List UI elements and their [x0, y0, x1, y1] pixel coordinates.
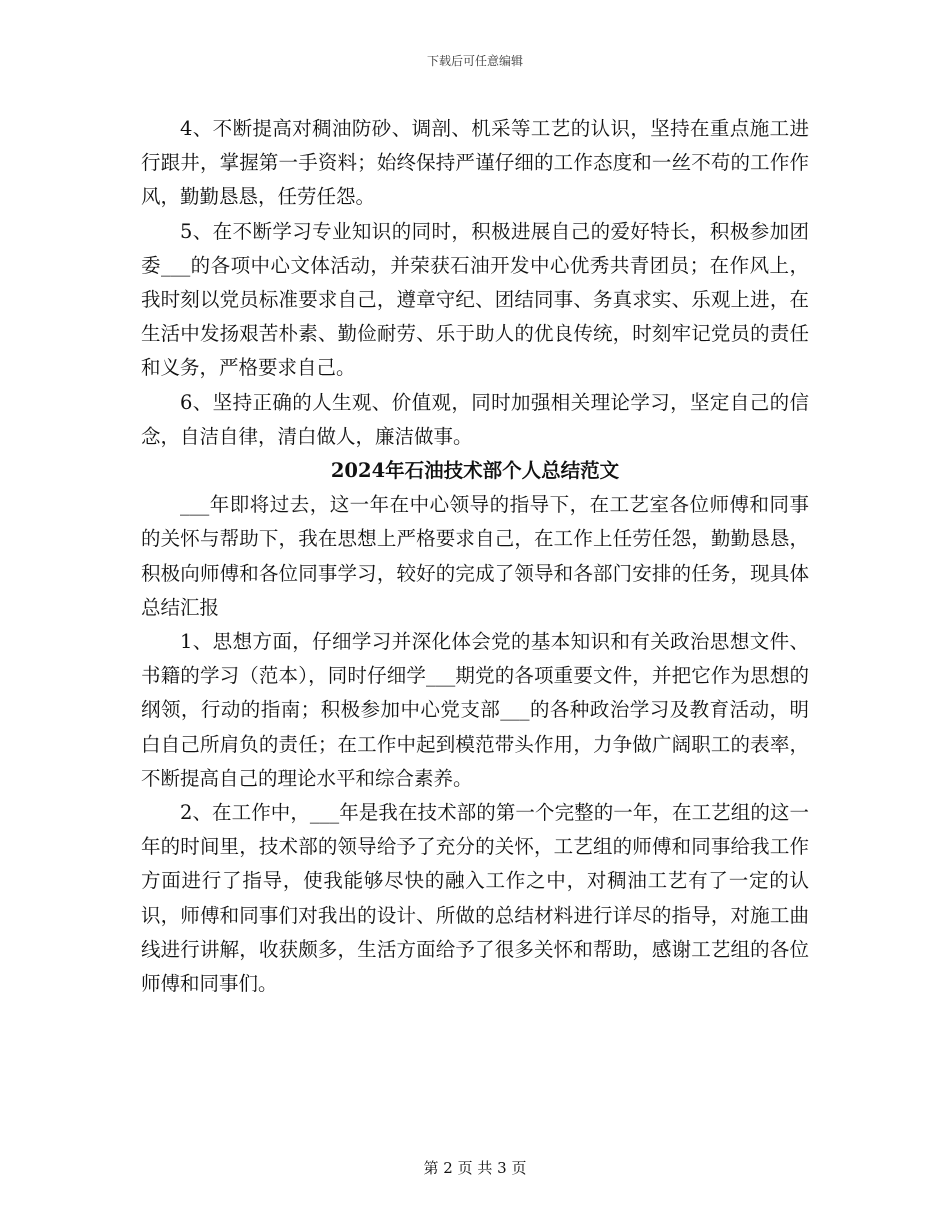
paragraph-item-5: 5、在不断学习专业知识的同时，积极进展自己的爱好特长，积极参加团委___的各项中心文体活动，并荣获石油开发中心优秀共青团员；在作风上，我时刻以党员标准要求自己，遵章守纪、团结同事、务真求实、乐观上进，在生活中发扬艰苦朴素、勤俭耐劳、乐于助人的优良传统，时刻牢记党员的责任和义务，严格要求自己。 [141, 219, 809, 380]
paragraph-item-4: 4、不断提高对稠油防砂、调剖、机采等工艺的认识，坚持在重点施工进行跟井，掌握第一手资料；始终保持严谨仔细的工作态度和一丝不苟的工作作风，勤勤恳恳，任劳任怨。 [141, 117, 809, 209]
section-title: 2024年石油技术部个人总结范文 [330, 459, 620, 483]
page-number: 第 2 页 共 3 页 [423, 1159, 527, 1177]
paragraph-thought: 1、思想方面，仔细学习并深化体会党的基本知识和有关政治思想文件、书籍的学习（范本），同时仔细学___期党的各项重要文件，并把它作为思想的纲领，行动的指南；积极参加中心党支部___的各种政治学习及教育活动，明白自己所肩负的责任；在工作中起到模范带头作用，力争做广阔职工的表率，不断提高自己的理论水平和综合素养。 [141, 630, 809, 790]
document-body [141, 112, 809, 1001]
paragraph-work: 2、在工作中，___年是我在技术部的第一个完整的一年，在工艺组的这一年的时间里，技术部的领导给予了充分的关怀，工艺组的师傅和同事给我工作方面进行了指导，使我能够尽快的融入工作之中，对稠油工艺有了一定的认识，师傅和同事们对我出的设计、所做的总结材料进行详尽的指导，对施工曲线进行讲解，收获颇多，生活方面给予了很多关怀和帮助，感谢工艺组的各位师傅和同事们。 [141, 801, 809, 996]
paragraph-intro: ___年即将过去，这一年在中心领导的指导下，在工艺室各位师傅和同事的关怀与帮助下，我在思想上严格要求自己，在工作上任劳任怨，勤勤恳恳，积极向师傅和各位同事学习，较好的完成了领导和各部门安排的任务，现具体总结汇报 [141, 493, 809, 619]
paragraph-item-6: 6、坚持正确的人生观、价值观，同时加强相关理论学习，坚定自己的信念，自洁自律，清白做人，廉洁做事。 [141, 390, 809, 448]
page-header: 下载后可任意编辑 [426, 54, 523, 68]
